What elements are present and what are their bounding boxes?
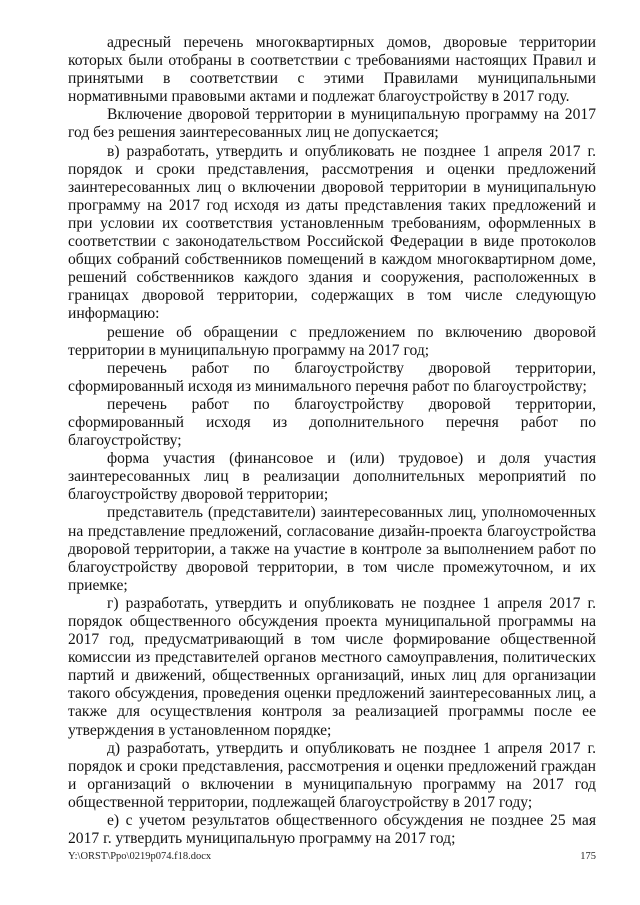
footer-page-number: 175 (580, 851, 596, 862)
footer-file-path: Y:\ORST\Ppo\0219p074.f18.docx (68, 851, 212, 862)
paragraph: Включение дворовой территории в муниципальную программу на 2017 год без решения заинтересованных лиц не допускается; (68, 106, 596, 142)
paragraph: форма участия (финансовое и (или) трудовое) и доля участия заинтересованных лиц в реализации дополнительных мероприятий по благоустройству дворовой территории; (68, 450, 596, 504)
paragraph: перечень работ по благоустройству дворовой территории, сформированный исходя из дополнительного перечня работ по благоустройству; (68, 395, 596, 450)
paragraph: перечень работ по благоустройству дворовой территории, сформированный исходя из минимального перечня работ по благоустройству; (68, 359, 596, 395)
document-body (68, 34, 596, 848)
paragraph: г) разработать, утвердить и опубликовать не позднее 1 апреля 2017 г. порядок общественного обсуждения проекта муниципальной программы на 2017 год, предусматривающий в том числе формирование общественной комиссии из представителей органов местного самоуправления, политических партий и движений, общественных организаций, иных лиц для организации такого обсуждения, проведения оценки предложений заинтересованных лиц, а также для осуществления контроля за реализацией программы после ее утверждения в установленном порядке; (68, 594, 596, 739)
paragraph: е) с учетом результатов общественного обсуждения не позднее 25 мая 2017 г. утвердить муниципальную программу на 2017 год; (68, 812, 596, 848)
paragraph: в) разработать, утвердить и опубликовать не позднее 1 апреля 2017 г. порядок и сроки представления, рассмотрения и оценки предложений заинтересованных лиц о включении дворовой территории в муниципальную программу на 2017 год исходя из даты представления таких предложений и при условии их соответствия установленным требованиям, оформленных в соответствии с законодательством Российской Федерации в виде протоколов общих собраний собственников помещений в каждом многоквартирном доме, решений собственников каждого здания и сооружения, расположенных в границах дворовой территории, содержащих в том числе следующую информацию: (68, 142, 596, 323)
paragraph: адресный перечень многоквартирных домов, дворовые территории которых были отобраны в соответствии с требованиями настоящих Правил и принятыми в соответствии с этими Правилами муниципальными нормативными правовыми актами и подлежат благоустройству в 2017 году. (68, 34, 596, 106)
paragraph: д) разработать, утвердить и опубликовать не позднее 1 апреля 2017 г. порядок и сроки представления, рассмотрения и оценки предложений граждан и организаций о включении в муниципальную программу на 2017 год общественной территории, подлежащей благоустройству в 2017 году; (68, 739, 596, 811)
page-footer (68, 851, 596, 862)
paragraph: представитель (представители) заинтересованных лиц, уполномоченных на представление предложений, согласование дизайн-проекта благоустройства дворовой территории, а также на участие в контроле за выполнением работ по благоустройству дворовой территории, в том числе промежуточном, и их приемке; (68, 504, 596, 594)
paragraph: решение об обращении с предложением по включению дворовой территории в муниципальную программу на 2017 год; (68, 323, 596, 359)
